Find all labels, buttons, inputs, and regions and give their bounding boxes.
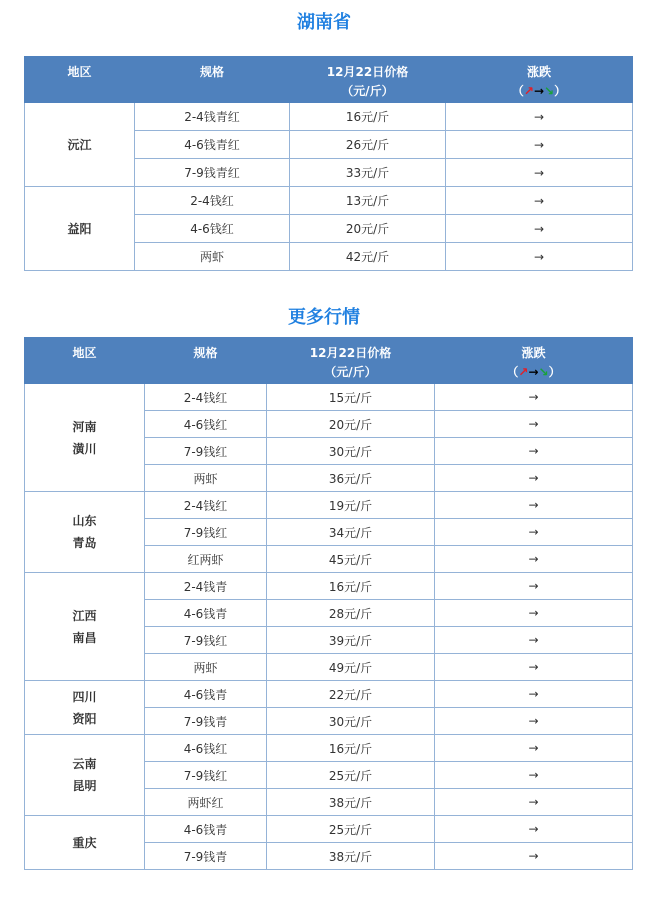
- table-row: [25, 384, 633, 411]
- change-cell: →: [435, 438, 633, 465]
- section-title-hunan: 湖南省: [297, 12, 351, 33]
- spec-cell: 4-6钱红: [135, 215, 290, 243]
- spec-cell: 7-9钱红: [145, 519, 267, 546]
- change-cell: →: [446, 215, 633, 243]
- region-cell: [25, 573, 145, 681]
- price-cell: 38元/斤: [267, 789, 435, 816]
- change-legend: （↗→↘）: [506, 365, 561, 379]
- change-cell: →: [446, 243, 633, 271]
- spec-cell: 7-9钱红: [145, 762, 267, 789]
- table-row: [25, 187, 633, 215]
- change-cell: →: [435, 627, 633, 654]
- up-arrow-icon: ↗: [523, 84, 534, 98]
- change-cell: →: [435, 654, 633, 681]
- region-cell: [25, 681, 145, 735]
- price-cell: 25元/斤: [267, 762, 435, 789]
- region-cell: [25, 735, 145, 816]
- change-cell: →: [435, 816, 633, 843]
- change-cell: →: [435, 600, 633, 627]
- price-cell: 25元/斤: [267, 816, 435, 843]
- price-cell: 15元/斤: [267, 384, 435, 411]
- table-row: [25, 681, 633, 708]
- region-label: 重庆: [72, 835, 97, 850]
- region-label: 昆明: [72, 779, 97, 793]
- region-label: 潢川: [72, 441, 97, 456]
- price-cell: 30元/斤: [267, 438, 435, 465]
- price-cell: 26元/斤: [290, 131, 446, 159]
- change-cell: →: [435, 546, 633, 573]
- spec-cell: 4-6钱青: [145, 681, 267, 708]
- change-cell: →: [435, 843, 633, 870]
- price-cell: 42元/斤: [290, 243, 446, 271]
- change-cell: →: [446, 103, 633, 131]
- spec-cell: 4-6钱青: [145, 816, 267, 843]
- spec-cell: 4-6钱红: [145, 411, 267, 438]
- spec-cell: 2-4钱红: [145, 384, 267, 411]
- price-cell: 34元/斤: [267, 519, 435, 546]
- change-cell: →: [435, 492, 633, 519]
- change-cell: →: [435, 762, 633, 789]
- change-cell: →: [435, 465, 633, 492]
- spec-cell: 4-6钱青红: [135, 131, 290, 159]
- table-row: [25, 492, 633, 519]
- price-cell: 49元/斤: [267, 654, 435, 681]
- region-label: 江西: [72, 608, 97, 623]
- change-cell: →: [435, 411, 633, 438]
- price-cell: 16元/斤: [290, 103, 446, 131]
- spec-cell: 红两虾: [145, 546, 267, 573]
- region-label: 四川: [72, 689, 97, 704]
- change-cell: →: [435, 573, 633, 600]
- change-cell: →: [435, 519, 633, 546]
- down-arrow-icon: ↘: [538, 365, 549, 379]
- change-cell: →: [446, 159, 633, 187]
- spec-cell: 两虾红: [145, 789, 267, 816]
- change-cell: →: [435, 735, 633, 762]
- change-legend: （↗→↘）: [511, 84, 567, 98]
- region-label: 益阳: [67, 221, 92, 236]
- price-cell: 36元/斤: [267, 465, 435, 492]
- spec-cell: 两虾: [135, 243, 290, 271]
- header-price: 12月22日价格 （元/斤）: [290, 57, 446, 103]
- spec-cell: 7-9钱青红: [135, 159, 290, 187]
- flat-arrow-icon: →: [533, 84, 545, 98]
- region-cell: [25, 384, 145, 492]
- price-cell: 22元/斤: [267, 681, 435, 708]
- change-cell: →: [435, 708, 633, 735]
- region-label: 山东: [72, 514, 97, 528]
- spec-cell: 4-6钱青: [145, 600, 267, 627]
- region-cell: [25, 103, 135, 187]
- flat-arrow-icon: →: [528, 365, 539, 379]
- table-row: [25, 573, 633, 600]
- region-label: 沅江: [67, 137, 92, 152]
- spec-cell: 4-6钱红: [145, 735, 267, 762]
- price-cell: 20元/斤: [290, 215, 446, 243]
- price-cell: 39元/斤: [267, 627, 435, 654]
- header-price: 12月22日价格 （元/斤）: [267, 338, 435, 384]
- region-label: 云南: [72, 757, 97, 771]
- spec-cell: 2-4钱青红: [135, 103, 290, 131]
- spec-cell: 7-9钱青: [145, 843, 267, 870]
- spec-cell: 2-4钱红: [145, 492, 267, 519]
- spec-cell: 7-9钱红: [145, 438, 267, 465]
- price-cell: 28元/斤: [267, 600, 435, 627]
- spec-cell: 7-9钱青: [145, 708, 267, 735]
- price-table-more: [24, 337, 633, 870]
- up-arrow-icon: ↗: [518, 365, 529, 379]
- table-row: [25, 735, 633, 762]
- price-cell: 20元/斤: [267, 411, 435, 438]
- region-cell: [25, 492, 145, 573]
- price-cell: 13元/斤: [290, 187, 446, 215]
- region-label: 资阳: [72, 711, 97, 726]
- spec-cell: 7-9钱红: [145, 627, 267, 654]
- price-cell: 16元/斤: [267, 735, 435, 762]
- change-cell: →: [435, 789, 633, 816]
- down-arrow-icon: ↘: [544, 84, 555, 98]
- price-cell: 16元/斤: [267, 573, 435, 600]
- region-label: 河南: [72, 419, 97, 434]
- header-region: 地区: [25, 338, 145, 384]
- spec-cell: 2-4钱红: [135, 187, 290, 215]
- price-cell: 38元/斤: [267, 843, 435, 870]
- change-cell: →: [435, 681, 633, 708]
- table-row: [25, 103, 633, 131]
- spec-cell: 两虾: [145, 654, 267, 681]
- price-cell: 19元/斤: [267, 492, 435, 519]
- change-cell: →: [446, 131, 633, 159]
- region-cell: [25, 187, 135, 271]
- table-header-row: [25, 57, 633, 103]
- spec-cell: 两虾: [145, 465, 267, 492]
- section-title-more: 更多行情: [288, 307, 360, 328]
- price-table-hunan: [24, 56, 633, 271]
- price-cell: 45元/斤: [267, 546, 435, 573]
- change-cell: →: [435, 384, 633, 411]
- spec-cell: 2-4钱青: [145, 573, 267, 600]
- region-label: 青岛: [72, 536, 97, 550]
- region-cell: [25, 816, 145, 870]
- header-region: 地区: [25, 57, 135, 103]
- header-change: 涨跌 （↗→↘）: [435, 338, 633, 384]
- table-header-row: [25, 338, 633, 384]
- table-row: [25, 816, 633, 843]
- price-cell: 33元/斤: [290, 159, 446, 187]
- header-spec: 规格: [145, 338, 267, 384]
- change-cell: →: [446, 187, 633, 215]
- price-cell: 30元/斤: [267, 708, 435, 735]
- region-label: 南昌: [72, 630, 97, 645]
- header-spec: 规格: [135, 57, 290, 103]
- header-change: 涨跌 （↗→↘）: [446, 57, 633, 103]
